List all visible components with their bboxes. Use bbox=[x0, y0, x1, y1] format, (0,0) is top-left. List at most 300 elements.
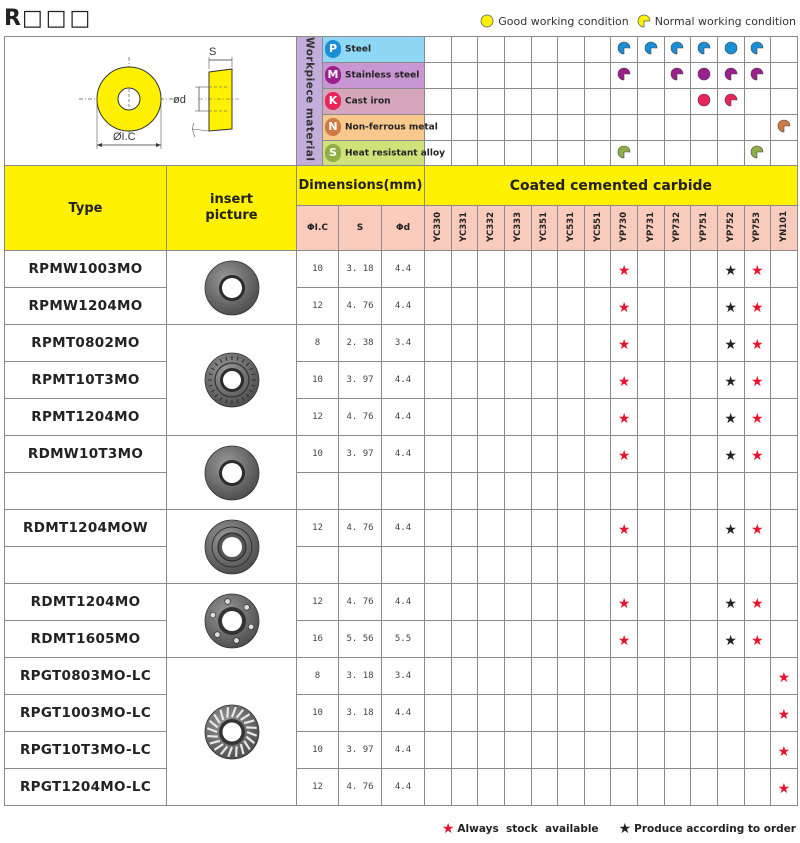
red-star-icon: ★ bbox=[617, 447, 631, 464]
material-name: Steel bbox=[345, 44, 372, 55]
availability-cell bbox=[584, 251, 611, 288]
availability-cell bbox=[717, 658, 744, 695]
availability-cell bbox=[478, 547, 505, 584]
availability-cell bbox=[531, 547, 558, 584]
availability-cell bbox=[425, 547, 452, 584]
availability-cell bbox=[771, 362, 798, 399]
black-star-icon: ★ bbox=[724, 299, 737, 316]
availability-cell bbox=[691, 510, 718, 547]
red-star-icon: ★ bbox=[751, 410, 764, 427]
dim-s-value: 3. 97 bbox=[339, 436, 382, 473]
availability-cell bbox=[717, 695, 744, 732]
partial-circle-icon bbox=[637, 14, 651, 28]
availability-cell bbox=[558, 325, 585, 362]
availability-cell bbox=[744, 584, 771, 621]
insert-dimension-diagram bbox=[11, 39, 291, 159]
availability-cell bbox=[691, 769, 718, 806]
availability-cell bbox=[664, 584, 691, 621]
suitability-cell bbox=[558, 114, 585, 140]
suitability-cell bbox=[425, 37, 452, 63]
availability-cell bbox=[478, 325, 505, 362]
suitability-cell bbox=[771, 140, 798, 166]
table-row bbox=[5, 325, 798, 362]
availability-cell bbox=[451, 399, 478, 436]
dim-ic-value: 12 bbox=[297, 399, 339, 436]
grade-label: YP730 bbox=[619, 211, 630, 243]
availability-cell bbox=[638, 251, 665, 288]
suitability-cell bbox=[611, 140, 638, 166]
workpiece-material-label bbox=[297, 37, 323, 166]
suitability-cell bbox=[478, 37, 505, 63]
availability-cell bbox=[611, 658, 638, 695]
availability-cell bbox=[425, 362, 452, 399]
availability-cell bbox=[425, 399, 452, 436]
dim-s-value: 4. 76 bbox=[339, 769, 382, 806]
black-star-icon: ★ bbox=[724, 262, 737, 279]
availability-cell bbox=[531, 325, 558, 362]
dim-d-value: 4.4 bbox=[382, 695, 425, 732]
red-star-icon: ★ bbox=[751, 521, 764, 538]
dim-s-value: 3. 18 bbox=[339, 658, 382, 695]
grade-header bbox=[717, 206, 744, 251]
table-row bbox=[5, 399, 798, 436]
availability-cell bbox=[638, 510, 665, 547]
table-row bbox=[5, 510, 798, 547]
availability-cell bbox=[451, 732, 478, 769]
availability-cell bbox=[717, 732, 744, 769]
availability-cell bbox=[717, 621, 744, 658]
availability-cell bbox=[691, 436, 718, 473]
availability-cell bbox=[717, 399, 744, 436]
availability-cell bbox=[611, 547, 638, 584]
suitability-cell bbox=[664, 62, 691, 88]
dim-ic-value: 12 bbox=[297, 288, 339, 325]
availability-cell bbox=[478, 769, 505, 806]
black-star-icon: ★ bbox=[618, 821, 632, 837]
normal-condition-icon bbox=[644, 40, 658, 59]
normal-condition-icon bbox=[750, 66, 764, 85]
red-star-icon: ★ bbox=[777, 706, 791, 723]
availability-cell bbox=[584, 732, 611, 769]
availability-cell bbox=[425, 658, 452, 695]
dim-s-value: 3. 97 bbox=[339, 732, 382, 769]
table-row bbox=[5, 436, 798, 473]
table-row bbox=[5, 362, 798, 399]
legend-good-label: Good working condition bbox=[498, 14, 629, 28]
availability-cell bbox=[478, 288, 505, 325]
availability-cell bbox=[691, 732, 718, 769]
availability-cell bbox=[504, 473, 531, 510]
availability-cell bbox=[558, 769, 585, 806]
suitability-cell bbox=[744, 37, 771, 63]
availability-cell bbox=[771, 473, 798, 510]
availability-cell bbox=[584, 695, 611, 732]
insert-picture-cell bbox=[167, 251, 297, 325]
insert-type bbox=[5, 547, 167, 584]
normal-condition-icon bbox=[670, 66, 684, 85]
availability-cell bbox=[451, 288, 478, 325]
availability-cell bbox=[691, 621, 718, 658]
full-circle-icon bbox=[480, 14, 494, 28]
s-dimension-label: S bbox=[208, 46, 216, 59]
availability-cell bbox=[771, 436, 798, 473]
red-star-icon: ★ bbox=[777, 669, 791, 686]
availability-cell bbox=[611, 473, 638, 510]
material-name: Non-ferrous metal bbox=[345, 122, 438, 133]
availability-cell bbox=[531, 695, 558, 732]
availability-cell bbox=[771, 547, 798, 584]
suitability-cell bbox=[584, 37, 611, 63]
title-placeholder-boxes: □□□ bbox=[21, 6, 94, 31]
diagram-cell bbox=[5, 37, 297, 166]
grade-header bbox=[425, 206, 452, 251]
availability-cell bbox=[664, 769, 691, 806]
dim-ic-value: 8 bbox=[297, 325, 339, 362]
availability-cell bbox=[504, 510, 531, 547]
dim-d-value: 3.4 bbox=[382, 325, 425, 362]
material-name: Heat resistant alloy bbox=[345, 148, 445, 159]
availability-cell bbox=[451, 251, 478, 288]
suitability-cell bbox=[504, 37, 531, 63]
suitability-cell bbox=[638, 88, 665, 114]
dim-ic-value: 16 bbox=[297, 621, 339, 658]
grade-header bbox=[691, 206, 718, 251]
availability-cell bbox=[504, 436, 531, 473]
dim-d-value: 4.4 bbox=[382, 362, 425, 399]
good-condition-icon bbox=[724, 40, 738, 59]
availability-cell bbox=[611, 251, 638, 288]
availability-cell bbox=[531, 621, 558, 658]
availability-cell bbox=[638, 399, 665, 436]
availability-cell bbox=[584, 399, 611, 436]
grade-header bbox=[504, 206, 531, 251]
availability-cell bbox=[478, 510, 505, 547]
suitability-cell bbox=[638, 37, 665, 63]
table-row bbox=[5, 695, 798, 732]
normal-condition-icon bbox=[617, 144, 631, 163]
availability-cell bbox=[584, 362, 611, 399]
suitability-cell bbox=[478, 114, 505, 140]
legend-normal-label: Normal working condition bbox=[654, 14, 796, 28]
availability-cell bbox=[478, 473, 505, 510]
availability-cell bbox=[504, 769, 531, 806]
availability-cell bbox=[638, 547, 665, 584]
availability-cell bbox=[691, 547, 718, 584]
suitability-cell bbox=[451, 140, 478, 166]
table-row bbox=[5, 732, 798, 769]
dim-ic-value: 10 bbox=[297, 251, 339, 288]
type-header: Type bbox=[5, 166, 167, 251]
grade-header bbox=[611, 206, 638, 251]
dim-ic-value: 8 bbox=[297, 658, 339, 695]
availability-cell bbox=[504, 621, 531, 658]
availability-cell bbox=[451, 621, 478, 658]
availability-cell bbox=[611, 362, 638, 399]
availability-cell bbox=[744, 251, 771, 288]
dimensions-header: Dimensions(mm) bbox=[297, 166, 425, 206]
availability-cell bbox=[638, 436, 665, 473]
availability-cell bbox=[425, 584, 452, 621]
ic-dimension-label: ØI.C bbox=[112, 131, 136, 144]
availability-cell bbox=[664, 658, 691, 695]
dim-d-value bbox=[382, 547, 425, 584]
suitability-cell bbox=[717, 140, 744, 166]
suitability-cell bbox=[584, 140, 611, 166]
suitability-cell bbox=[611, 88, 638, 114]
normal-condition-icon bbox=[724, 66, 738, 85]
red-star-icon: ★ bbox=[617, 521, 631, 538]
suitability-cell bbox=[584, 88, 611, 114]
insert-photo bbox=[202, 517, 262, 577]
dim-d-value: 4.4 bbox=[382, 769, 425, 806]
availability-cell bbox=[638, 325, 665, 362]
availability-cell bbox=[531, 288, 558, 325]
condition-legend bbox=[480, 14, 796, 28]
dim-s-value: 4. 76 bbox=[339, 510, 382, 547]
suitability-cell bbox=[771, 114, 798, 140]
availability-cell bbox=[717, 251, 744, 288]
normal-condition-icon bbox=[617, 66, 631, 85]
red-star-icon: ★ bbox=[617, 262, 631, 279]
material-k bbox=[323, 88, 425, 114]
availability-cell bbox=[478, 621, 505, 658]
suitability-cell bbox=[664, 140, 691, 166]
availability-cell bbox=[558, 732, 585, 769]
grade-header bbox=[664, 206, 691, 251]
availability-cell bbox=[771, 658, 798, 695]
dim-d-value: 4.4 bbox=[382, 288, 425, 325]
normal-condition-icon bbox=[777, 118, 791, 137]
grade-label: YC332 bbox=[486, 212, 497, 242]
availability-cell bbox=[691, 325, 718, 362]
availability-cell bbox=[611, 769, 638, 806]
availability-cell bbox=[504, 732, 531, 769]
availability-cell bbox=[638, 769, 665, 806]
grade-header bbox=[531, 206, 558, 251]
dim-ic-value bbox=[297, 547, 339, 584]
grade-header bbox=[584, 206, 611, 251]
availability-cell bbox=[611, 584, 638, 621]
suitability-cell bbox=[611, 62, 638, 88]
availability-cell bbox=[664, 695, 691, 732]
availability-cell bbox=[425, 510, 452, 547]
insert-type: RPGT0803MO-LC bbox=[5, 658, 167, 695]
suitability-cell bbox=[664, 114, 691, 140]
availability-cell bbox=[664, 362, 691, 399]
availability-cell bbox=[451, 769, 478, 806]
availability-cell bbox=[638, 473, 665, 510]
suitability-cell bbox=[558, 37, 585, 63]
availability-cell bbox=[664, 547, 691, 584]
suitability-cell bbox=[691, 114, 718, 140]
stock-legend bbox=[442, 822, 796, 836]
suitability-cell bbox=[611, 37, 638, 63]
suitability-cell bbox=[717, 37, 744, 63]
insert-picture-cell bbox=[167, 510, 297, 584]
dim-s-value: 4. 76 bbox=[339, 584, 382, 621]
normal-condition-icon bbox=[750, 40, 764, 59]
availability-cell bbox=[744, 621, 771, 658]
suitability-cell bbox=[717, 114, 744, 140]
availability-cell bbox=[504, 695, 531, 732]
availability-cell bbox=[425, 695, 452, 732]
availability-cell bbox=[744, 732, 771, 769]
d-dimension-label: ød bbox=[172, 94, 186, 107]
suitability-cell bbox=[478, 140, 505, 166]
availability-cell bbox=[744, 288, 771, 325]
header-row bbox=[5, 166, 798, 206]
availability-cell bbox=[504, 658, 531, 695]
suitability-cell bbox=[425, 62, 452, 88]
availability-cell bbox=[451, 658, 478, 695]
produce-order-label: Produce according to order bbox=[634, 823, 796, 835]
availability-cell bbox=[584, 658, 611, 695]
availability-cell bbox=[451, 584, 478, 621]
material-s bbox=[323, 140, 445, 166]
insert-type: RPMT0802MO bbox=[5, 325, 167, 362]
insert-type: RPGT10T3MO-LC bbox=[5, 732, 167, 769]
availability-cell bbox=[638, 621, 665, 658]
dim-s-value bbox=[339, 473, 382, 510]
availability-cell bbox=[771, 695, 798, 732]
availability-cell bbox=[531, 399, 558, 436]
material-code-badge: P bbox=[325, 40, 341, 58]
availability-cell bbox=[611, 288, 638, 325]
table-row bbox=[5, 658, 798, 695]
availability-cell bbox=[638, 288, 665, 325]
red-star-icon: ★ bbox=[751, 336, 764, 353]
availability-cell bbox=[558, 658, 585, 695]
availability-cell bbox=[771, 399, 798, 436]
suitability-cell bbox=[717, 88, 744, 114]
insert-photo bbox=[202, 258, 262, 318]
dim-ic-header: ΦI.C bbox=[297, 206, 339, 251]
suitability-cell bbox=[531, 114, 558, 140]
availability-cell bbox=[504, 584, 531, 621]
dim-s-header: S bbox=[339, 206, 382, 251]
coated-carbide-header: Coated cemented carbide bbox=[425, 166, 798, 206]
grade-label: YC333 bbox=[512, 212, 523, 242]
availability-cell bbox=[771, 584, 798, 621]
suitability-cell bbox=[744, 88, 771, 114]
availability-cell bbox=[558, 362, 585, 399]
availability-cell bbox=[744, 325, 771, 362]
material-n bbox=[323, 114, 438, 140]
availability-cell bbox=[611, 510, 638, 547]
dim-d-value: 5.5 bbox=[382, 621, 425, 658]
availability-cell bbox=[744, 362, 771, 399]
suitability-cell bbox=[691, 140, 718, 166]
dim-d-value bbox=[382, 473, 425, 510]
availability-cell bbox=[744, 658, 771, 695]
availability-cell bbox=[664, 251, 691, 288]
suitability-cell bbox=[478, 62, 505, 88]
dim-d-header: Φd bbox=[382, 206, 425, 251]
suitability-cell bbox=[638, 62, 665, 88]
insert-type: RPMT10T3MO bbox=[5, 362, 167, 399]
suitability-cell bbox=[664, 88, 691, 114]
material-row bbox=[5, 37, 798, 63]
grade-label: YC330 bbox=[432, 212, 443, 242]
grade-label: YP751 bbox=[699, 211, 710, 243]
suitability-cell bbox=[531, 37, 558, 63]
suitability-cell bbox=[691, 62, 718, 88]
availability-cell bbox=[558, 399, 585, 436]
availability-cell bbox=[664, 288, 691, 325]
dim-ic-value: 10 bbox=[297, 695, 339, 732]
red-star-icon: ★ bbox=[751, 595, 764, 612]
availability-cell bbox=[664, 436, 691, 473]
normal-condition-icon bbox=[617, 40, 631, 59]
availability-cell bbox=[451, 547, 478, 584]
availability-cell bbox=[425, 473, 452, 510]
suitability-cell bbox=[744, 62, 771, 88]
availability-cell bbox=[744, 769, 771, 806]
grade-label: YP753 bbox=[752, 211, 763, 243]
table-row bbox=[5, 584, 798, 621]
availability-cell bbox=[584, 288, 611, 325]
insert-type: RPMW1003MO bbox=[5, 251, 167, 288]
availability-cell bbox=[478, 436, 505, 473]
black-star-icon: ★ bbox=[724, 521, 737, 538]
normal-condition-icon bbox=[750, 144, 764, 163]
suitability-cell bbox=[504, 114, 531, 140]
insert-type: RDMW10T3MO bbox=[5, 436, 167, 473]
dim-s-value: 5. 56 bbox=[339, 621, 382, 658]
red-star-icon: ★ bbox=[751, 299, 764, 316]
availability-cell bbox=[451, 473, 478, 510]
availability-cell bbox=[531, 658, 558, 695]
insert-type: RDMT1204MO bbox=[5, 584, 167, 621]
dim-d-value: 3.4 bbox=[382, 658, 425, 695]
availability-cell bbox=[558, 436, 585, 473]
availability-cell bbox=[504, 288, 531, 325]
red-star-icon: ★ bbox=[617, 595, 631, 612]
insert-type: RPMT1204MO bbox=[5, 399, 167, 436]
availability-cell bbox=[611, 732, 638, 769]
availability-cell bbox=[451, 362, 478, 399]
availability-cell bbox=[691, 288, 718, 325]
availability-cell bbox=[584, 547, 611, 584]
suitability-cell bbox=[584, 114, 611, 140]
availability-cell bbox=[558, 621, 585, 658]
suitability-cell bbox=[691, 37, 718, 63]
normal-condition-icon bbox=[670, 40, 684, 59]
suitability-cell bbox=[691, 88, 718, 114]
suitability-cell bbox=[584, 62, 611, 88]
availability-cell bbox=[611, 436, 638, 473]
grade-label: YN101 bbox=[778, 211, 789, 243]
availability-cell bbox=[558, 288, 585, 325]
availability-cell bbox=[451, 436, 478, 473]
availability-cell bbox=[504, 547, 531, 584]
availability-cell bbox=[478, 695, 505, 732]
availability-cell bbox=[717, 473, 744, 510]
good-condition-icon bbox=[697, 92, 711, 111]
availability-cell bbox=[584, 473, 611, 510]
suitability-cell bbox=[744, 114, 771, 140]
insert-spec-table bbox=[4, 36, 798, 806]
availability-cell bbox=[771, 621, 798, 658]
availability-cell bbox=[425, 621, 452, 658]
availability-cell bbox=[638, 695, 665, 732]
suitability-cell bbox=[638, 140, 665, 166]
material-code-badge: N bbox=[325, 118, 341, 136]
red-star-icon: ★ bbox=[751, 262, 764, 279]
suitability-cell bbox=[478, 88, 505, 114]
insert-type: RPGT1204MO-LC bbox=[5, 769, 167, 806]
availability-cell bbox=[744, 510, 771, 547]
